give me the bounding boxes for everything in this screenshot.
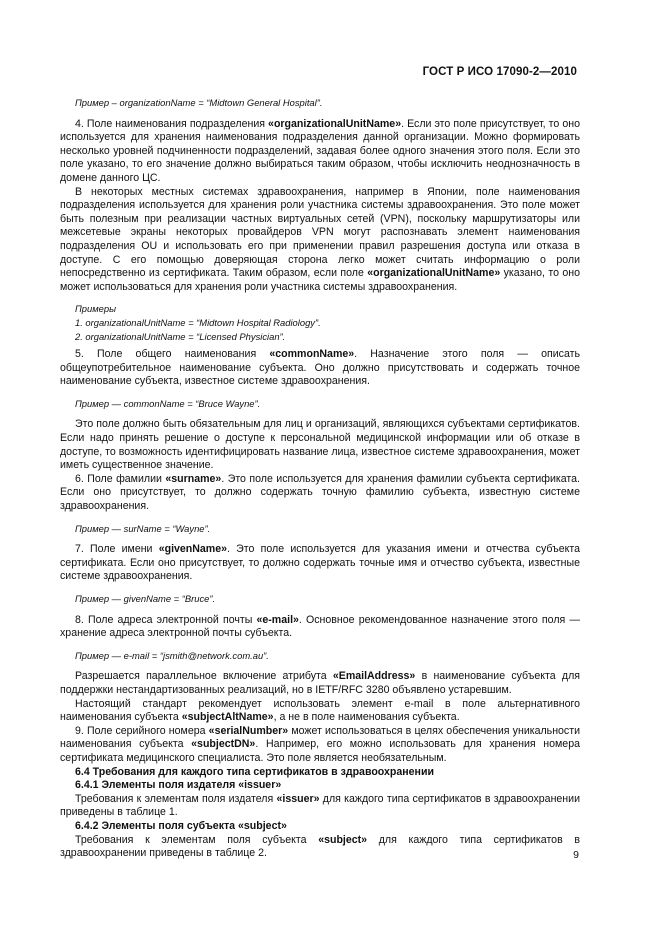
paragraph-common-name: 5. Поле общего наименования «commonName». Назначение этого поля — описать общеупотребительное наименование субъекта. Оно должно присутствовать и содержать точное наименование субъекта, известное системе здравоохранения. — [60, 348, 580, 388]
paragraph-email: 8. Поле адреса электронной почты «e-mail». Основное рекомендованное назначение этого поля — хранение адреса электронной почты субъекта. — [60, 613, 580, 640]
example-1: 1. organizationalUnitName = “Midtown Hospital Radiology”. — [75, 316, 321, 328]
page-body — [60, 96, 580, 861]
example-2: 2. organizationalUnitName = “Licensed Physician”. — [75, 330, 286, 342]
paragraph-given-name: 7. Поле имени «givenName». Это поле используется для указания имени и отчества субъекта сертификата. Если оно присутствует, то должно содержать точные имя и отчество субъекта, известные системе здравоохранения. — [60, 543, 580, 583]
paragraph-email-address: Разрешается параллельное включение атрибута «EmailAddress» в наименование субъекта для поддержки нестандартизованных реализаций, но в IETF/RFC 3280 объявлено устаревшим. — [60, 670, 580, 696]
paragraph-surname: 6. Поле фамилии «surname». Это поле используется для хранения фамилии субъекта сертификата. Если оно присутствует, то должно содержать точную фамилию субъекта, известную системе здравоохранения. — [60, 472, 580, 513]
paragraph-mandatory: Это поле должно быть обязательным для лиц и организаций, являющихся субъектами сертификатов. Если надо принять решение о доступе к персональной медицинской информации или об отказе в доступе, то возможность идентифицировать название лица, известное системе здравоохранения, может иметь существенное значение. — [60, 418, 580, 472]
section-6-4-heading: 6.4 Требования для каждого типа сертификатов в здравоохранении — [75, 765, 434, 778]
paragraph-subject-requirements: Требования к элементам поля субъекта «subject» для каждого типа сертификатов в здравоохранении приведены в таблице 2. — [60, 833, 580, 860]
example-surname: Пример — surName = “Wayne”. — [75, 522, 211, 534]
paragraph-issuer-requirements: Требования к элементам поля издателя «issuer» для каждого типа сертификатов в здравоохранении приведены в таблице 1. — [60, 792, 580, 819]
paragraph-serial-number: 9. Поле серийного номера «serialNumber» может использоваться в целях обеспечения уникальности наименования субъекта «subjectDN». Например, его можно использовать для хранения номера сертификата медицинского специалиста. Это поле является необязательным. — [60, 724, 581, 764]
examples-heading: Примеры — [75, 303, 116, 315]
example-common-name: Пример — commonName = “Bruce Wayne”. — [75, 397, 261, 409]
paragraph-recommendation: Настоящий стандарт рекомендует использовать элемент e-mail в поле альтернативного наименования субъекта «subjectAltName», а не в поле наименования субъекта. — [60, 697, 580, 724]
section-6-4-2-heading: 6.4.2 Элементы поля субъекта «subject» — [75, 819, 287, 832]
paragraph-organizational-unit: 4. Поле наименования подразделения «organizationalUnitName». Если это поле присутствует, то оно используется для хранения наименования подразделения данной организации. Можно формировать несколько уровней подчиненности подразделений, задавая более одного значения этого поля. Если это поле указано, то его значение должно выбираться таким образом, чтобы исключить неоднозначность в домене данного ЦС. — [60, 117, 580, 184]
example-organization-name: Пример – organizationName = “Midtown General Hospital”. — [75, 97, 323, 108]
document-header: ГОСТ Р ИСО 17090-2—2010 — [422, 66, 577, 78]
section-6-4-1-heading: 6.4.1 Элементы поля издателя «issuer» — [75, 779, 282, 792]
example-email: Пример — e-mail = “jsmith@network.com.au”. — [75, 649, 269, 661]
example-given-name: Пример — givenName = “Bruce”. — [75, 593, 216, 604]
paragraph-japan-roles: В некоторых местных системах здравоохранения, например в Японии, поле наименования подразделения используется для хранения роли участника системы здравоохранения. Это поле может быть полезным при реализации частных виртуальных сетей (VPN), поскольку маршрутизаторы или межсетевые экраны некоторых провайдеров VPN могут распознавать элемент наименования подразделения OU и использовать его при применении правил разрешения доступа или отказа в доступе. С его помощью доверяющая сторона легко может считать информацию о роли непосредственно из сертификата. Таким образом, если поле «organizationalUnitName» указано, то оно может использоваться для хранения роли участника системы здравоохранения. — [60, 185, 580, 293]
page-number: 9 — [573, 849, 579, 861]
